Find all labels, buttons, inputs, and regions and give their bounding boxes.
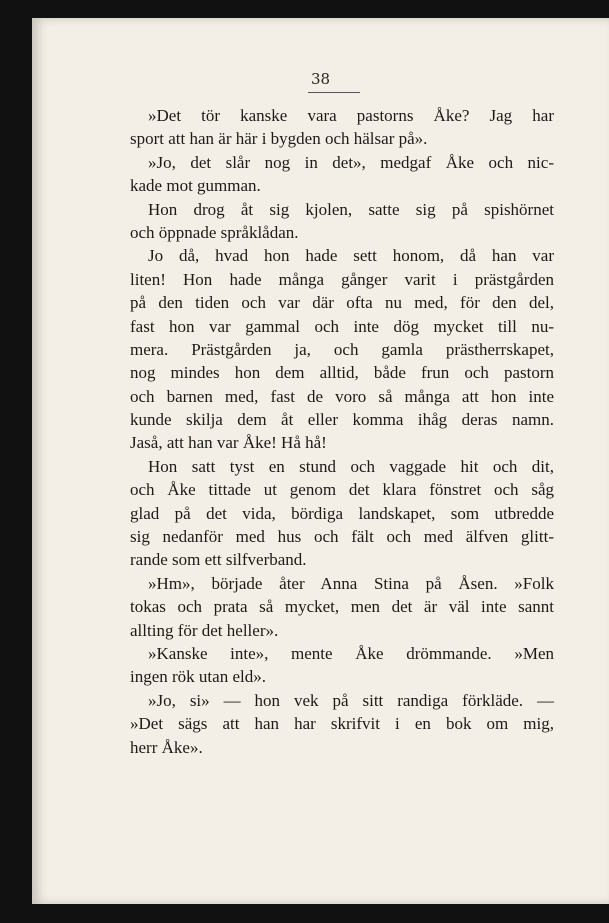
text-line: Hon satt tyst en stund och vaggade hit och dit,: [148, 456, 554, 476]
text-line: »Hm», började åter Anna Stina på Åsen. »Folk: [148, 573, 554, 593]
book-page: [32, 18, 609, 904]
text-line: »Kanske inte», mente Åke drömmande. »Men: [148, 643, 554, 663]
page-number-rule: [308, 92, 360, 93]
text-line: Jo då, hvad hon hade sett honom, då han var: [148, 246, 554, 266]
text-line: herr Åke».: [130, 737, 203, 757]
text-line: sig nedanför med hus och fält och med älfven glitt-: [130, 527, 554, 547]
text-line: glad på det vida, bördiga landskapet, som utbredde: [130, 503, 554, 523]
body-text: [130, 104, 554, 759]
text-line: rande som ett silfverband.: [130, 550, 307, 570]
page-number: 38: [310, 70, 331, 88]
text-line: ingen rök utan eld».: [130, 667, 266, 687]
text-line: mera. Prästgården ja, och gamla prästherrskapet,: [130, 339, 554, 359]
text-line: »Jo, det slår nog in det», medgaf Åke och nic-: [148, 152, 554, 172]
text-line: »Det tör kanske vara pastorns Åke? Jag har: [148, 106, 554, 125]
text-line: på den tiden och var där ofta nu med, för den del,: [130, 293, 554, 313]
text-line: »Jo, si» — hon vek på sitt randiga förkläde. —: [148, 690, 554, 710]
text-line: kunde skilja dem åt eller komma ihåg deras namn.: [130, 410, 554, 430]
text-line: och öppnade språklådan.: [130, 222, 299, 242]
text-line: »Det sägs att han har skrifvit i en bok om mig,: [130, 714, 554, 734]
text-line: och Åke tittade ut genom det klara fönstret och såg: [130, 480, 554, 500]
text-line: och barnen med, fast de voro så många att hon inte: [130, 386, 554, 406]
text-line: tokas och prata så mycket, men det är väl inte sannt: [130, 597, 554, 617]
text-line: Jaså, att han var Åke! Hå hå!: [130, 433, 327, 453]
text-line: allting för det heller».: [130, 620, 279, 640]
text-line: nog mindes hon dem alltid, både frun och pastorn: [130, 363, 554, 383]
text-line: kade mot gumman.: [130, 176, 261, 196]
text-line: Hon drog åt sig kjolen, satte sig på spishörnet: [148, 199, 554, 219]
text-line: liten! Hon hade många gånger varit i prästgården: [130, 269, 554, 289]
text-line: fast hon var gammal och inte dög mycket till nu-: [130, 316, 554, 336]
text-line: sport att han är här i bygden och hälsar på».: [130, 129, 428, 149]
